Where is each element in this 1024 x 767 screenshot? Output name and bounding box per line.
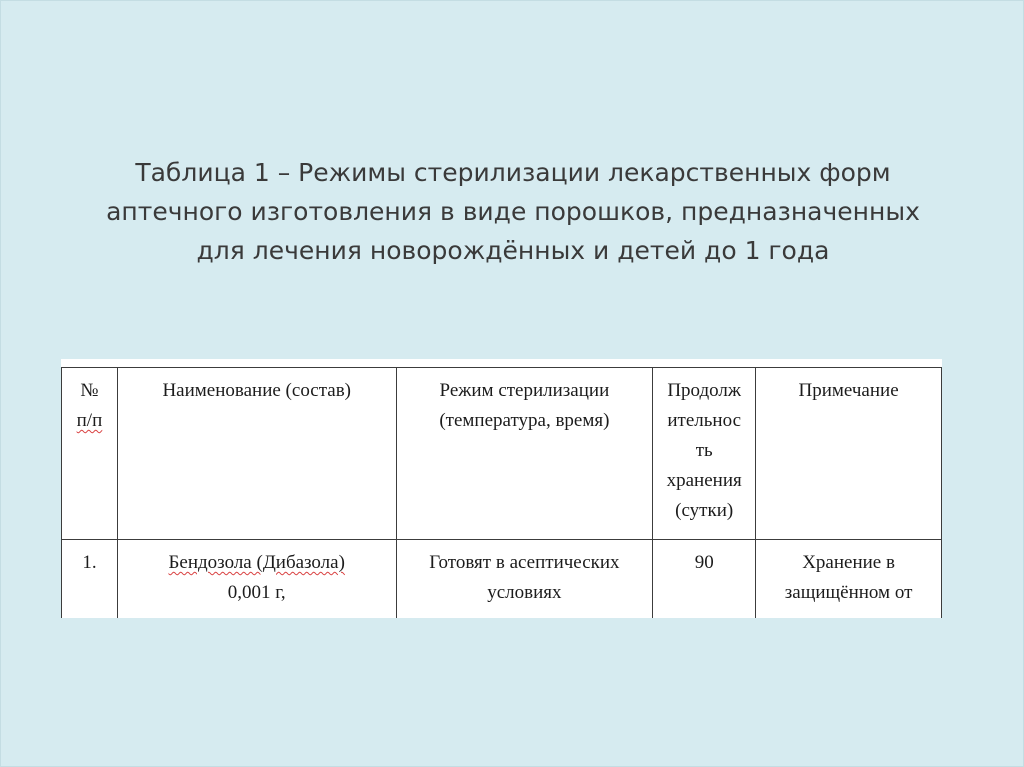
title-line-1: Таблица 1 – Режимы стерилизации лекарственных форм xyxy=(135,158,891,187)
cell-note xyxy=(756,540,942,619)
header-cell-note xyxy=(756,368,942,540)
title-line-2: аптечного изготовления в виде порошков, предназначенных xyxy=(106,197,920,226)
header-number-line-1: № xyxy=(80,380,99,401)
cell-number: 1. xyxy=(62,540,118,619)
header-duration-line-3: ть xyxy=(695,440,713,461)
table-row xyxy=(62,540,942,619)
header-name-line-1: Наименование (состав) xyxy=(162,380,351,401)
header-cell-name xyxy=(117,368,396,540)
cell-name-line-1: Бендозола (Дибазола) xyxy=(168,552,345,573)
cell-mode-line-2: условиях xyxy=(487,582,562,603)
header-cell-number xyxy=(62,368,118,540)
header-cell-mode xyxy=(396,368,653,540)
cell-duration: 90 xyxy=(653,540,756,619)
header-note-line-1: Примечание xyxy=(798,380,899,401)
header-duration-line-5: (сутки) xyxy=(675,500,734,521)
header-duration-line-2: ительнос xyxy=(667,410,741,431)
cell-note-line-1: Хранение в xyxy=(802,552,895,573)
cell-mode xyxy=(396,540,653,619)
cell-name xyxy=(117,540,396,619)
header-duration-line-4: хранения xyxy=(666,470,742,491)
table-header-row xyxy=(62,368,942,540)
header-mode-line-2: (температура, время) xyxy=(439,410,610,431)
header-duration-line-1: Продолж xyxy=(667,380,742,401)
cell-mode-line-1: Готовят в асептических xyxy=(429,552,620,573)
title-line-3: для лечения новорождённых и детей до 1 года xyxy=(196,236,830,265)
slide-title xyxy=(41,153,985,270)
header-cell-duration xyxy=(653,368,756,540)
header-number-line-2: п/п xyxy=(76,410,103,431)
sterilization-table-image xyxy=(61,359,942,618)
header-mode-line-1: Режим стерилизации xyxy=(439,380,610,401)
cell-note-line-2: защищённом от xyxy=(784,582,913,603)
cell-name-line-2: 0,001 г, xyxy=(227,582,286,603)
sterilization-table xyxy=(61,367,942,618)
